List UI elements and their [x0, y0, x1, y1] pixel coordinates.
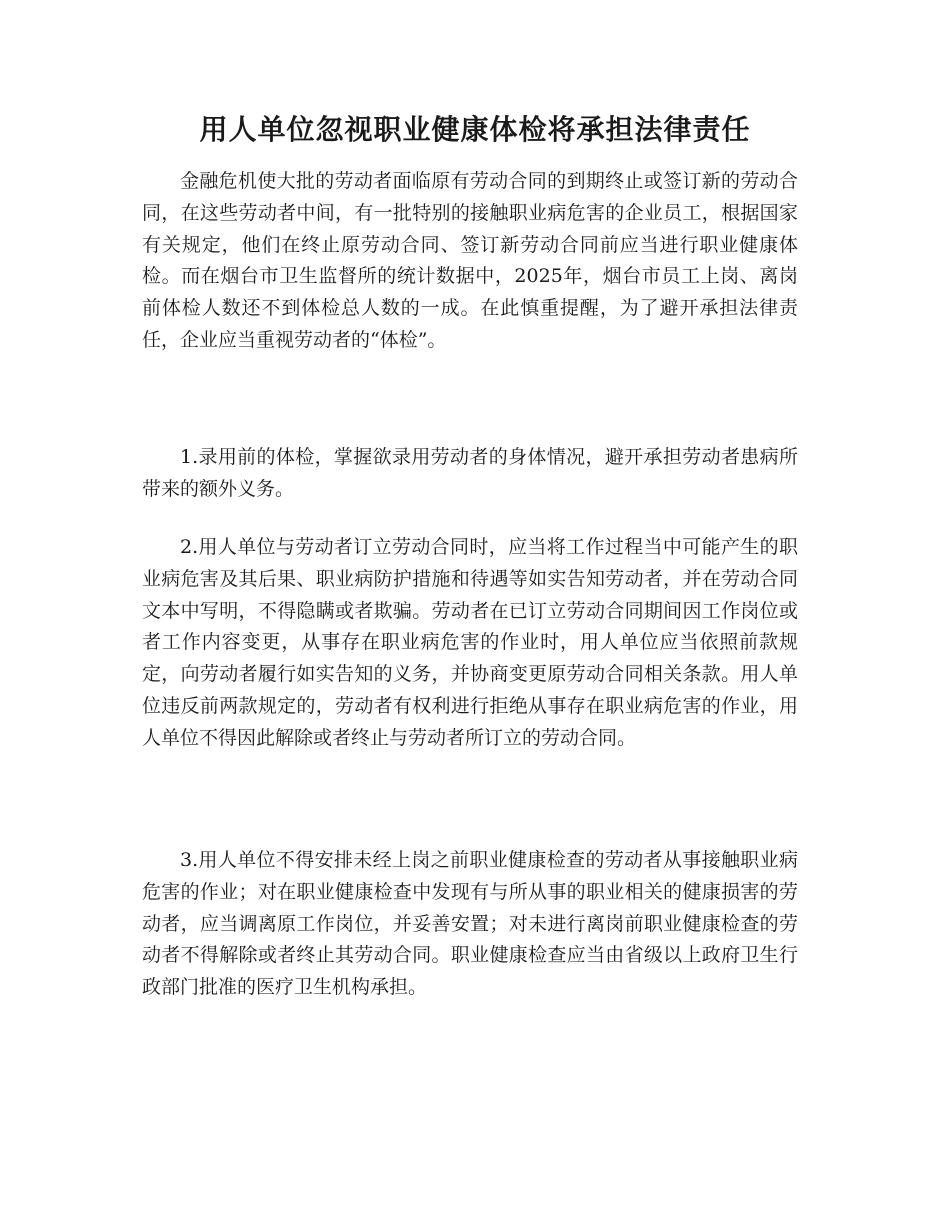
clause-3-paragraph: 3.用人单位不得安排未经上岗之前职业健康检查的劳动者从事接触职业病危害的作业；对在职业健康检查中发现有与所从事的职业相关的健康损害的劳动者，应当调离原工作岗位，并妥善安置；对未进行离岗前职业健康检查的劳动者不得解除或者终止其劳动合同。职业健康检查应当由省级以上政府卫生行政部门批准的医疗卫生机构承担。 — [142, 849, 798, 999]
clause-1-paragraph: 1.录用前的体检，掌握欲录用劳动者的身体情况，避开承担劳动者患病所带来的额外义务。 — [142, 446, 798, 500]
document-title: 用人单位忽视职业健康体检将承担法律责任 — [199, 113, 751, 146]
clause-2-paragraph: 2.用人单位与劳动者订立劳动合同时，应当将工作过程当中可能产生的职业病危害及其后果、职业病防护措施和待遇等如实告知劳动者，并在劳动合同文本中写明，不得隐瞒或者欺骗。劳动者在已订立劳动合同期间因工作岗位或者工作内容变更，从事存在职业病危害的作业时，用人单位应当依照前款规定，向劳动者履行如实告知的义务，并协商变更原劳动合同相关条款。用人单位违反前两款规定的，劳动者有权利进行拒绝从事存在职业病危害的作业，用人单位不得因此解除或者终止与劳动者所订立的劳动合同。 — [142, 536, 798, 749]
intro-paragraph: 金融危机使大批的劳动者面临原有劳动合同的到期终止或签订新的劳动合同，在这些劳动者中间，有一批特别的接触职业病危害的企业员工，根据国家有关规定，他们在终止原劳动合同、签订新劳动合同前应当进行职业健康体检。而在烟台市卫生监督所的统计数据中，2025年，烟台市员工上岗、离岗前体检人数还不到体检总人数的一成。在此慎重提醒，为了避开承担法律责任，企业应当重视劳动者的“体检”。 — [142, 170, 798, 351]
